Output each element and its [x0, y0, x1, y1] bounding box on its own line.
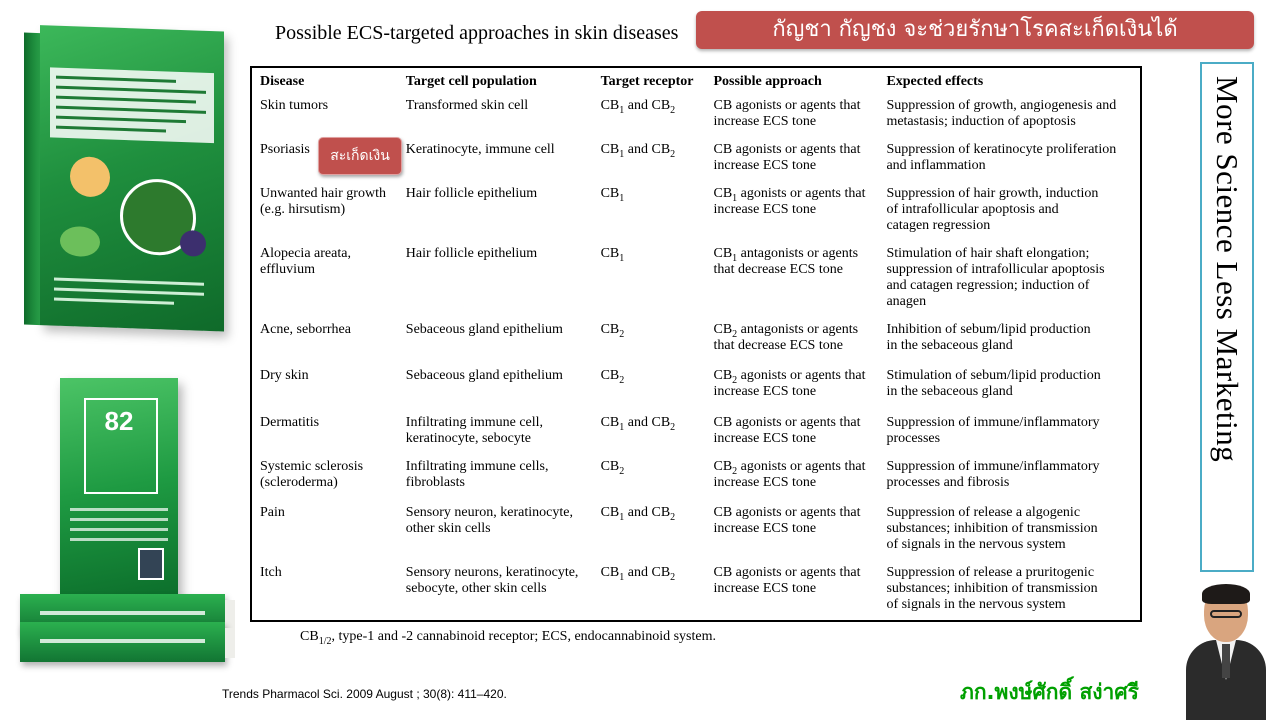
- cell-line: processes and fibrosis: [886, 475, 1010, 490]
- cell-line: increase ECS tone: [713, 581, 817, 596]
- table-cell-cells: [402, 322, 597, 368]
- slide-subtitle: Possible ECS-targeted approaches in skin diseases: [275, 22, 679, 44]
- cell-line: substances; inhibition of transmission: [886, 581, 1098, 596]
- table-cell-receptor: [597, 246, 710, 322]
- table-header-row: [256, 72, 1140, 98]
- cell-line: metastasis; induction of apoptosis: [886, 114, 1076, 129]
- table-row: [256, 368, 1140, 415]
- table-cell-cells: [402, 246, 597, 322]
- table-cell-receptor: [597, 459, 710, 505]
- cell-line: Infiltrating immune cell,: [405, 415, 544, 430]
- cell-line: Pain: [260, 505, 285, 520]
- table-cell-effects: [882, 186, 1140, 246]
- cell-line: $CB_2$: [600, 368, 625, 386]
- table-cell-receptor: [597, 505, 710, 565]
- table-cell-receptor: [597, 322, 710, 368]
- table-cell-receptor: [597, 186, 710, 246]
- table-cell-disease: [256, 368, 402, 415]
- table-cell-approach: [709, 246, 882, 322]
- table-cell-effects: [882, 565, 1140, 613]
- cell-line: Sensory neuron, keratinocyte,: [405, 505, 573, 520]
- cell-line: Psoriasis: [260, 142, 310, 157]
- book-spine: [24, 33, 40, 326]
- table-cell-cells: [402, 505, 597, 565]
- cell-line: Hair follicle epithelium: [405, 186, 538, 201]
- cell-line: $CB_1$ and $CB_2$: [600, 505, 676, 523]
- table-cell-receptor: [597, 368, 710, 415]
- table-cell-effects: [882, 505, 1140, 565]
- table-footnote: $CB_{1/2}$, type-1 and -2 cannabinoid receptor; ECS, endocannabinoid system.: [300, 629, 716, 647]
- book-cover-image-top: [24, 25, 224, 332]
- cell-line: $CB_2$: [600, 322, 625, 340]
- author-thumbnail: [138, 548, 164, 580]
- cell-line: $CB_2$ agonists or agents that: [713, 459, 866, 477]
- cell-line: increase ECS tone: [713, 475, 817, 490]
- table-row: [256, 459, 1140, 505]
- cell-line: Unwanted hair growth: [260, 186, 386, 201]
- book-spine-stacked-2: [20, 622, 225, 662]
- cell-line: of intrafollicular apoptosis and: [886, 202, 1059, 217]
- cell-line: Sensory neurons, keratinocyte,: [405, 565, 579, 580]
- cell-line: of signals in the nervous system: [886, 597, 1066, 612]
- psoriasis-thai-badge: สะเก็ดเงิน: [318, 137, 402, 175]
- cell-line: $CB_1$ agonists or agents that: [713, 186, 866, 204]
- table-cell-cells: [402, 142, 597, 186]
- cell-line: of signals in the nervous system: [886, 537, 1066, 552]
- presenter-photo: [1186, 586, 1266, 720]
- cell-line: Stimulation of sebum/lipid production: [886, 368, 1101, 383]
- table-cell-cells: [402, 186, 597, 246]
- cell-line: in the sebaceous gland: [886, 384, 1013, 399]
- cell-line: $CB_2$ antagonists or agents: [713, 322, 859, 340]
- cell-line: $CB_1$ and $CB_2$: [600, 415, 676, 433]
- book-cover: [40, 25, 224, 331]
- cell-line: (e.g. hirsutism): [260, 202, 346, 217]
- cell-line: Suppression of keratinocyte proliferation: [886, 142, 1117, 157]
- cell-line: (scleroderma): [260, 475, 338, 490]
- cell-line: Hair follicle epithelium: [405, 246, 538, 261]
- cell-line: CB agonists or agents that: [713, 565, 861, 580]
- cell-line: increase ECS tone: [713, 431, 817, 446]
- table-cell-cells: [402, 459, 597, 505]
- book-cover-image-bottom: [60, 378, 178, 598]
- table-cell-approach: [709, 186, 882, 246]
- table-cell-effects: [882, 142, 1140, 186]
- table-cell-approach: [709, 322, 882, 368]
- table-cell-approach: [709, 459, 882, 505]
- cell-line: Suppression of immune/inflammatory: [886, 459, 1100, 474]
- cell-line: Acne, seborrhea: [260, 322, 351, 337]
- cell-line: increase ECS tone: [713, 114, 817, 129]
- cell-line: Sebaceous gland epithelium: [405, 368, 563, 383]
- cell-line: $CB_1$ and $CB_2$: [600, 98, 676, 116]
- cell-line: Suppression of immune/inflammatory: [886, 415, 1100, 430]
- table-row: [256, 246, 1140, 322]
- table-cell-disease: [256, 98, 402, 142]
- header-possible-approach: Possible approach: [713, 74, 822, 89]
- header-expected-effects: Expected effects: [886, 74, 984, 89]
- cell-line: Suppression of hair growth, induction: [886, 186, 1099, 201]
- cell-line: CB agonists or agents that: [713, 142, 861, 157]
- side-slogan-box: [1200, 62, 1254, 572]
- cell-line: keratinocyte, sebocyte: [405, 431, 531, 446]
- citation: Trends Pharmacol Sci. 2009 August ; 30(8): 411–420.: [222, 687, 507, 701]
- cell-line: effluvium: [260, 262, 315, 277]
- cell-line: increase ECS tone: [713, 384, 817, 399]
- cell-line: fibroblasts: [405, 475, 465, 490]
- cell-line: Itch: [260, 565, 282, 580]
- cell-line: Sebaceous gland epithelium: [405, 322, 563, 337]
- table-row: [256, 415, 1140, 459]
- cell-line: and inflammation: [886, 158, 986, 173]
- table-cell-cells: [402, 98, 597, 142]
- cell-line: Systemic sclerosis: [260, 459, 364, 474]
- cell-line: Transformed skin cell: [405, 98, 529, 113]
- cell-line: increase ECS tone: [713, 521, 817, 536]
- table-cell-disease: [256, 505, 402, 565]
- cell-line: $CB_1$ and $CB_2$: [600, 142, 676, 160]
- table-cell-effects: [882, 415, 1140, 459]
- cell-line: Skin tumors: [260, 98, 329, 113]
- table-row: [256, 322, 1140, 368]
- cell-line: $CB_2$: [600, 459, 625, 477]
- cell-line: CB agonists or agents that: [713, 98, 861, 113]
- cell-line: anagen: [886, 294, 927, 309]
- table-cell-cells: [402, 565, 597, 613]
- cell-line: and catagen regression; induction of: [886, 278, 1090, 293]
- table-cell-cells: [402, 368, 597, 415]
- table-cell-approach: [709, 565, 882, 613]
- cell-line: Alopecia areata,: [260, 246, 351, 261]
- cell-line: processes: [886, 431, 941, 446]
- cell-line: Infiltrating immune cells,: [405, 459, 549, 474]
- table-cell-receptor: [597, 565, 710, 613]
- table-cell-effects: [882, 322, 1140, 368]
- cell-line: that decrease ECS tone: [713, 262, 843, 277]
- cell-line: other skin cells: [405, 521, 491, 536]
- cell-line: Dry skin: [260, 368, 309, 383]
- cell-line: catagen regression: [886, 218, 991, 233]
- cell-line: increase ECS tone: [713, 202, 817, 217]
- table-cell-receptor: [597, 142, 710, 186]
- cell-line: Keratinocyte, immune cell: [405, 142, 555, 157]
- table-cell-approach: [709, 142, 882, 186]
- cell-line: substances; inhibition of transmission: [886, 521, 1098, 536]
- cell-line: CB agonists or agents that: [713, 415, 861, 430]
- cell-line: Stimulation of hair shaft elongation;: [886, 246, 1090, 261]
- title-banner: กัญชา กัญชง จะช่วยรักษาโรคสะเก็ดเงินได้: [696, 11, 1254, 49]
- book-number: 82: [104, 406, 134, 436]
- table-cell-disease: [256, 565, 402, 613]
- cell-line: $CB_1$: [600, 186, 625, 204]
- table-cell-effects: [882, 246, 1140, 322]
- header-target-cell: Target cell population: [405, 74, 537, 89]
- cell-line: Suppression of growth, angiogenesis and: [886, 98, 1117, 113]
- table-cell-effects: [882, 98, 1140, 142]
- cell-line: $CB_1$ and $CB_2$: [600, 565, 676, 583]
- cell-line: Suppression of release a pruritogenic: [886, 565, 1095, 580]
- table-cell-approach: [709, 415, 882, 459]
- cell-line: that decrease ECS tone: [713, 338, 843, 353]
- book-text-panel: [50, 67, 214, 143]
- table-cell-disease: [256, 415, 402, 459]
- cell-line: Dermatitis: [260, 415, 320, 430]
- cell-line: Inhibition of sebum/lipid production: [886, 322, 1091, 337]
- table-cell-effects: [882, 459, 1140, 505]
- table-row: [256, 505, 1140, 565]
- table-row: [256, 98, 1140, 142]
- table-cell-cells: [402, 415, 597, 459]
- table-row: [256, 186, 1140, 246]
- table-row: [256, 565, 1140, 613]
- cell-line: suppression of intrafollicular apoptosis: [886, 262, 1105, 277]
- author-name: ภก.พงษ์ศักดิ์ สง่าศรี: [960, 680, 1139, 704]
- cell-line: CB agonists or agents that: [713, 505, 861, 520]
- cell-line: in the sebaceous gland: [886, 338, 1013, 353]
- table-cell-disease: [256, 459, 402, 505]
- table-cell-disease: [256, 246, 402, 322]
- table-cell-receptor: [597, 98, 710, 142]
- cell-line: $CB_1$ antagonists or agents: [713, 246, 859, 264]
- header-target-receptor: Target receptor: [600, 74, 694, 89]
- table-cell-approach: [709, 98, 882, 142]
- table-cell-disease: [256, 186, 402, 246]
- cell-line: Suppression of release a algogenic: [886, 505, 1081, 520]
- cell-line: $CB_2$ agonists or agents that: [713, 368, 866, 386]
- side-slogan-text: More Science Less Marketing: [1210, 76, 1245, 463]
- cell-line: sebocyte, other skin cells: [405, 581, 547, 596]
- table-cell-disease: [256, 322, 402, 368]
- table-cell-approach: [709, 505, 882, 565]
- table-cell-effects: [882, 368, 1140, 415]
- cell-line: increase ECS tone: [713, 158, 817, 173]
- header-disease: Disease: [260, 74, 305, 89]
- table-cell-approach: [709, 368, 882, 415]
- table-cell-receptor: [597, 415, 710, 459]
- cell-line: $CB_1$: [600, 246, 625, 264]
